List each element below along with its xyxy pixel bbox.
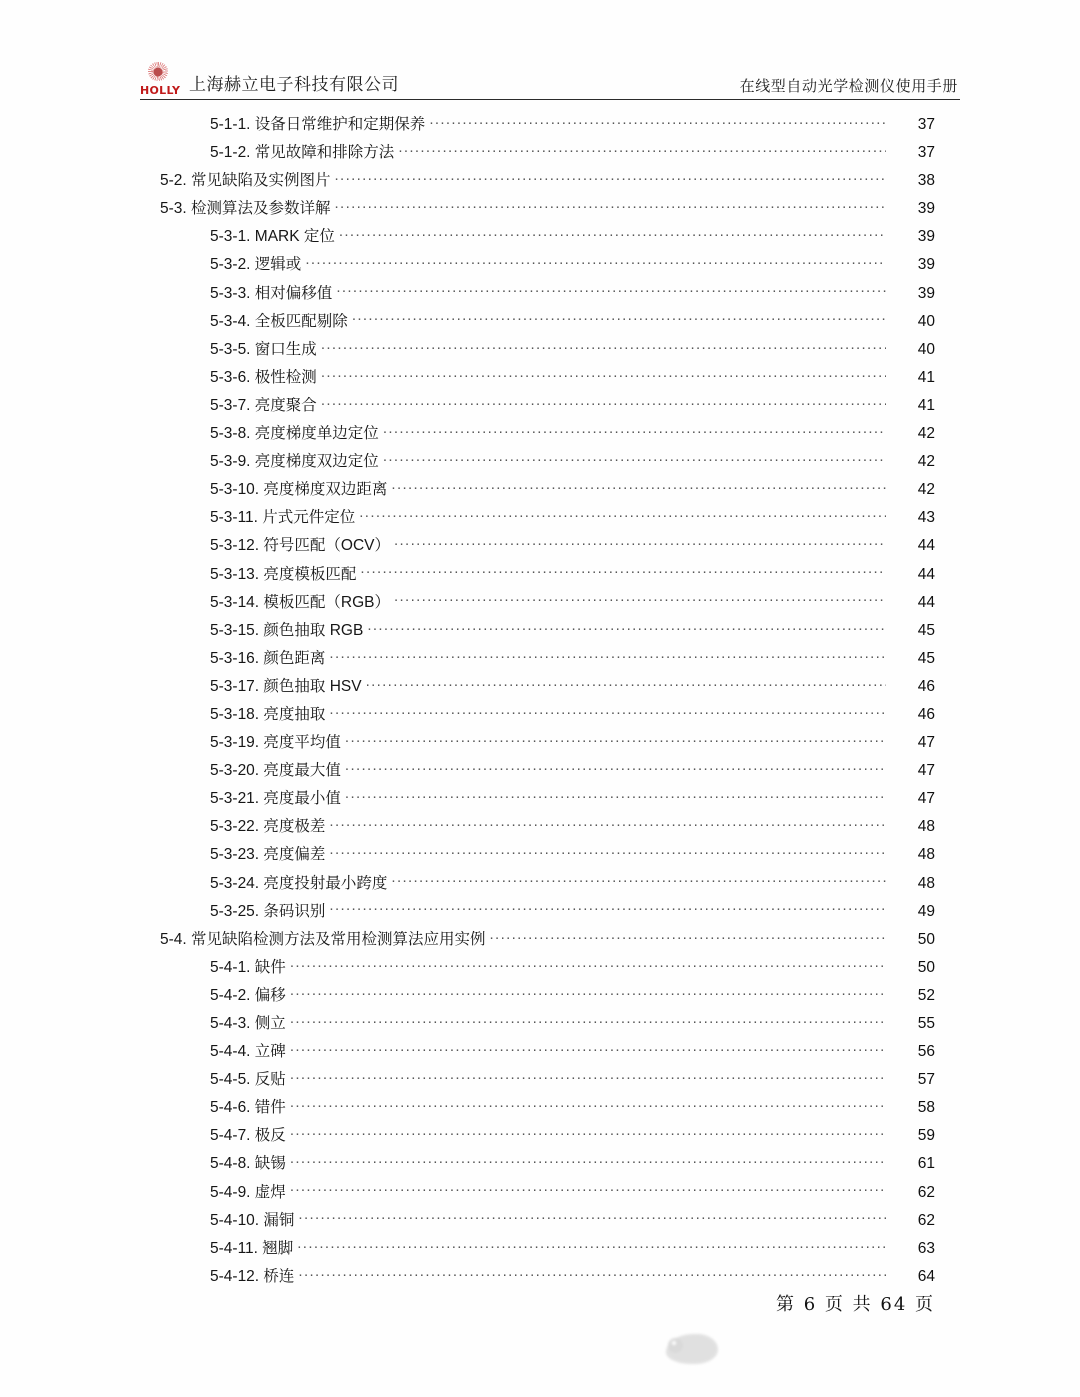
toc-entry-label: 5-3. 检测算法及参数详解 <box>160 200 331 218</box>
toc-entry[interactable] <box>0 224 1080 252</box>
toc-entry[interactable] <box>0 955 1080 983</box>
toc-entry-label: 5-3-20. 亮度最大值 <box>210 762 341 780</box>
toc-entry[interactable] <box>0 1067 1080 1095</box>
toc-leader-dots <box>391 872 886 888</box>
logo-wordmark: HOLLY <box>140 84 181 97</box>
toc-entry-page-number: 62 <box>917 1211 935 1229</box>
toc-entry-label: 5-4-11. 翘脚 <box>210 1239 294 1257</box>
toc-entry[interactable] <box>0 449 1080 477</box>
toc-entry-label: 5-4-10. 漏铜 <box>210 1211 295 1229</box>
toc-leader-dots <box>345 788 886 804</box>
toc-entry-label: 5-3-12. 符号匹配（OCV） <box>210 537 391 555</box>
toc-entry-page-number: 42 <box>917 453 935 471</box>
toc-entry[interactable] <box>0 281 1080 309</box>
toc-entry-label: 5-3-9. 亮度梯度双边定位 <box>210 453 379 471</box>
toc-entry-label: 5-4-9. 虚焊 <box>210 1183 286 1201</box>
toc-leader-dots <box>290 956 886 972</box>
toc-entry-page-number: 61 <box>917 1155 935 1173</box>
toc-entry[interactable] <box>0 871 1080 899</box>
toc-leader-dots <box>297 1237 886 1253</box>
toc-entry[interactable] <box>0 393 1080 421</box>
toc-entry-label: 5-3-16. 颜色距离 <box>210 649 326 667</box>
toc-entry-page-number: 48 <box>917 846 935 864</box>
toc-entry-page-number: 47 <box>917 790 935 808</box>
toc-entry[interactable] <box>0 112 1080 140</box>
toc-entry-page-number: 46 <box>917 677 935 695</box>
toc-entry-label: 5-4-3. 侧立 <box>210 1015 286 1032</box>
toc-entry-label: 5-1-1. 设备日常维护和定期保养 <box>210 116 426 133</box>
toc-entry-label: 5-3-23. 亮度偏差 <box>210 846 326 864</box>
toc-leader-dots <box>321 338 886 354</box>
toc-entry[interactable] <box>0 1151 1080 1179</box>
toc-entry-page-number: 48 <box>917 818 935 836</box>
toc-entry-page-number: 45 <box>917 649 935 667</box>
toc-entry-page-number: 55 <box>917 1015 935 1032</box>
toc-entry[interactable] <box>0 899 1080 927</box>
toc-entry-page-number: 52 <box>917 986 935 1004</box>
toc-entry-label: 5-3-11. 片式元件定位 <box>210 509 356 527</box>
toc-leader-dots <box>394 535 886 551</box>
toc-leader-dots <box>383 451 886 467</box>
toc-entry-label: 5-3-13. 亮度模板匹配 <box>210 565 357 583</box>
toc-entry-page-number: 38 <box>917 172 935 190</box>
toc-leader-dots <box>290 1097 886 1113</box>
page-footer: 第 6 页 共 64 页 <box>776 1294 935 1315</box>
toc-leader-dots <box>329 844 886 860</box>
toc-entry-page-number: 50 <box>917 930 935 948</box>
toc-entry-page-number: 47 <box>917 762 935 780</box>
toc-leader-dots <box>394 591 886 607</box>
toc-entry[interactable] <box>0 477 1080 505</box>
toc-entry-label: 5-3-21. 亮度最小值 <box>210 790 341 808</box>
toc-entry-page-number: 46 <box>917 705 935 723</box>
toc-leader-dots <box>366 675 886 691</box>
toc-entry[interactable] <box>0 196 1080 224</box>
toc-entry-label: 5-4-5. 反贴 <box>210 1071 286 1089</box>
toc-entry-page-number: 45 <box>917 621 935 639</box>
toc-entry[interactable] <box>0 140 1080 168</box>
toc-entry[interactable] <box>0 702 1080 730</box>
toc-entry[interactable] <box>0 758 1080 786</box>
toc-leader-dots <box>290 1013 886 1029</box>
toc-leader-dots <box>335 170 886 186</box>
toc-entry-label: 5-2. 常见缺陷及实例图片 <box>160 172 331 190</box>
toc-entry-page-number: 62 <box>917 1183 935 1201</box>
toc-leader-dots <box>359 507 886 523</box>
toc-entry-label: 5-4-6. 错件 <box>210 1099 286 1117</box>
toc-entry-page-number: 59 <box>917 1127 935 1145</box>
toc-entry[interactable] <box>0 365 1080 393</box>
toc-entry-page-number: 39 <box>917 256 935 274</box>
table-of-contents <box>0 112 1080 1292</box>
toc-leader-dots <box>345 760 886 776</box>
toc-leader-dots <box>360 563 886 579</box>
toc-entry-page-number: 41 <box>917 396 935 414</box>
toc-entry[interactable] <box>0 533 1080 561</box>
toc-entry[interactable] <box>0 337 1080 365</box>
holly-logo-icon <box>140 62 182 96</box>
toc-entry-page-number: 49 <box>917 902 935 920</box>
company-name: 上海赫立电子科技有限公司 <box>189 75 399 96</box>
toc-leader-dots <box>339 226 886 242</box>
toc-entry-page-number: 41 <box>917 368 935 386</box>
document-title: 在线型自动光学检测仪使用手册 <box>739 76 958 95</box>
toc-leader-dots <box>329 703 886 719</box>
toc-entry-label: 5-4-8. 缺锡 <box>210 1155 286 1173</box>
toc-entry-page-number: 39 <box>917 228 935 246</box>
toc-entry-label: 5-3-2. 逻辑或 <box>210 256 302 274</box>
toc-entry[interactable] <box>0 814 1080 842</box>
toc-leader-dots <box>290 984 886 1000</box>
toc-entry-label: 5-3-24. 亮度投射最小跨度 <box>210 874 388 892</box>
toc-entry-page-number: 40 <box>917 340 935 358</box>
toc-leader-dots <box>298 1209 886 1225</box>
toc-entry[interactable] <box>0 1011 1080 1039</box>
toc-entry[interactable] <box>0 505 1080 533</box>
toc-entry-page-number: 44 <box>917 565 935 583</box>
toc-entry-label: 5-3-1. MARK 定位 <box>210 228 335 246</box>
toc-entry-label: 5-3-10. 亮度梯度双边距离 <box>210 481 388 499</box>
toc-entry-label: 5-3-3. 相对偏移值 <box>210 284 333 302</box>
toc-leader-dots <box>321 394 886 410</box>
toc-entry[interactable] <box>0 1095 1080 1123</box>
toc-entry[interactable] <box>0 1264 1080 1292</box>
toc-entry-label: 5-3-18. 亮度抽取 <box>210 705 326 723</box>
logo-emblem-icon <box>148 62 168 81</box>
toc-entry[interactable] <box>0 590 1080 618</box>
toc-entry-page-number: 63 <box>917 1239 935 1257</box>
toc-entry-page-number: 44 <box>917 537 935 555</box>
toc-leader-dots <box>290 1041 886 1057</box>
toc-entry-page-number: 37 <box>917 144 935 162</box>
toc-leader-dots <box>329 816 886 832</box>
toc-leader-dots <box>321 366 886 382</box>
toc-leader-dots <box>290 1153 886 1169</box>
toc-entry[interactable] <box>0 1208 1080 1236</box>
toc-leader-dots <box>298 1265 886 1281</box>
toc-entry[interactable] <box>0 1236 1080 1264</box>
toc-entry-label: 5-4-7. 极反 <box>210 1127 286 1145</box>
toc-entry-page-number: 50 <box>917 958 935 976</box>
toc-entry-label: 5-4-4. 立碑 <box>210 1043 286 1061</box>
toc-entry[interactable] <box>0 562 1080 590</box>
company-brand <box>140 62 399 96</box>
toc-entry-label: 5-1-2. 常见故障和排除方法 <box>210 144 395 162</box>
toc-leader-dots <box>391 479 886 495</box>
toc-entry[interactable] <box>0 252 1080 280</box>
toc-entry[interactable] <box>0 1180 1080 1208</box>
toc-entry-page-number: 37 <box>917 116 935 133</box>
toc-leader-dots <box>305 254 886 270</box>
toc-entry[interactable] <box>0 983 1080 1011</box>
toc-entry-label: 5-3-6. 极性检测 <box>210 368 317 386</box>
toc-leader-dots <box>329 647 886 663</box>
toc-entry-label: 5-3-22. 亮度极差 <box>210 818 326 836</box>
toc-entry-label: 5-4-12. 桥连 <box>210 1267 295 1285</box>
toc-entry-label: 5-3-5. 窗口生成 <box>210 340 317 358</box>
toc-entry[interactable] <box>0 646 1080 674</box>
toc-entry-page-number: 56 <box>917 1043 935 1061</box>
toc-entry[interactable] <box>0 1039 1080 1067</box>
toc-entry-page-number: 58 <box>917 1099 935 1117</box>
toc-entry-page-number: 57 <box>917 1071 935 1089</box>
toc-leader-dots <box>398 142 886 158</box>
toc-entry-page-number: 64 <box>917 1267 935 1285</box>
toc-leader-dots <box>490 928 886 944</box>
toc-entry-page-number: 42 <box>917 481 935 499</box>
toc-leader-dots <box>352 310 886 326</box>
toc-entry[interactable] <box>0 927 1080 955</box>
bird-watermark-icon <box>660 1330 730 1370</box>
toc-entry-label: 5-4. 常见缺陷检测方法及常用检测算法应用实例 <box>160 930 486 948</box>
toc-entry[interactable] <box>0 421 1080 449</box>
toc-entry-page-number: 39 <box>917 284 935 302</box>
toc-entry-page-number: 44 <box>917 593 935 611</box>
toc-entry[interactable] <box>0 618 1080 646</box>
toc-entry-label: 5-3-4. 全板匹配剔除 <box>210 312 348 330</box>
toc-entry-label: 5-3-25. 条码识别 <box>210 902 326 920</box>
toc-entry-label: 5-3-7. 亮度聚合 <box>210 396 317 414</box>
toc-leader-dots <box>290 1069 886 1085</box>
page-header <box>140 58 960 100</box>
toc-entry-label: 5-4-2. 偏移 <box>210 986 286 1004</box>
toc-entry-label: 5-3-17. 颜色抽取 HSV <box>210 677 362 695</box>
toc-entry[interactable] <box>0 309 1080 337</box>
toc-leader-dots <box>367 619 886 635</box>
toc-entry-label: 5-3-19. 亮度平均值 <box>210 734 341 752</box>
toc-entry-label: 5-3-14. 模板匹配（RGB） <box>210 593 391 611</box>
toc-entry[interactable] <box>0 1123 1080 1151</box>
toc-entry-label: 5-4-1. 缺件 <box>210 958 286 976</box>
toc-entry-page-number: 42 <box>917 425 935 443</box>
toc-entry-label: 5-3-8. 亮度梯度单边定位 <box>210 425 379 443</box>
toc-entry[interactable] <box>0 842 1080 870</box>
toc-entry-page-number: 40 <box>917 312 935 330</box>
toc-entry-page-number: 48 <box>917 874 935 892</box>
header-divider <box>140 99 960 100</box>
toc-entry-page-number: 39 <box>917 200 935 218</box>
toc-leader-dots <box>429 114 886 130</box>
toc-entry[interactable] <box>0 168 1080 196</box>
toc-entry[interactable] <box>0 786 1080 814</box>
toc-leader-dots <box>290 1181 886 1197</box>
toc-entry[interactable] <box>0 674 1080 702</box>
toc-leader-dots <box>329 900 886 916</box>
toc-leader-dots <box>336 282 886 298</box>
toc-leader-dots <box>383 423 886 439</box>
toc-entry[interactable] <box>0 730 1080 758</box>
toc-leader-dots <box>290 1125 886 1141</box>
toc-entry-page-number: 43 <box>917 509 935 527</box>
toc-entry-label: 5-3-15. 颜色抽取 RGB <box>210 621 364 639</box>
toc-leader-dots <box>335 198 886 214</box>
toc-entry-page-number: 47 <box>917 734 935 752</box>
toc-leader-dots <box>345 732 886 748</box>
